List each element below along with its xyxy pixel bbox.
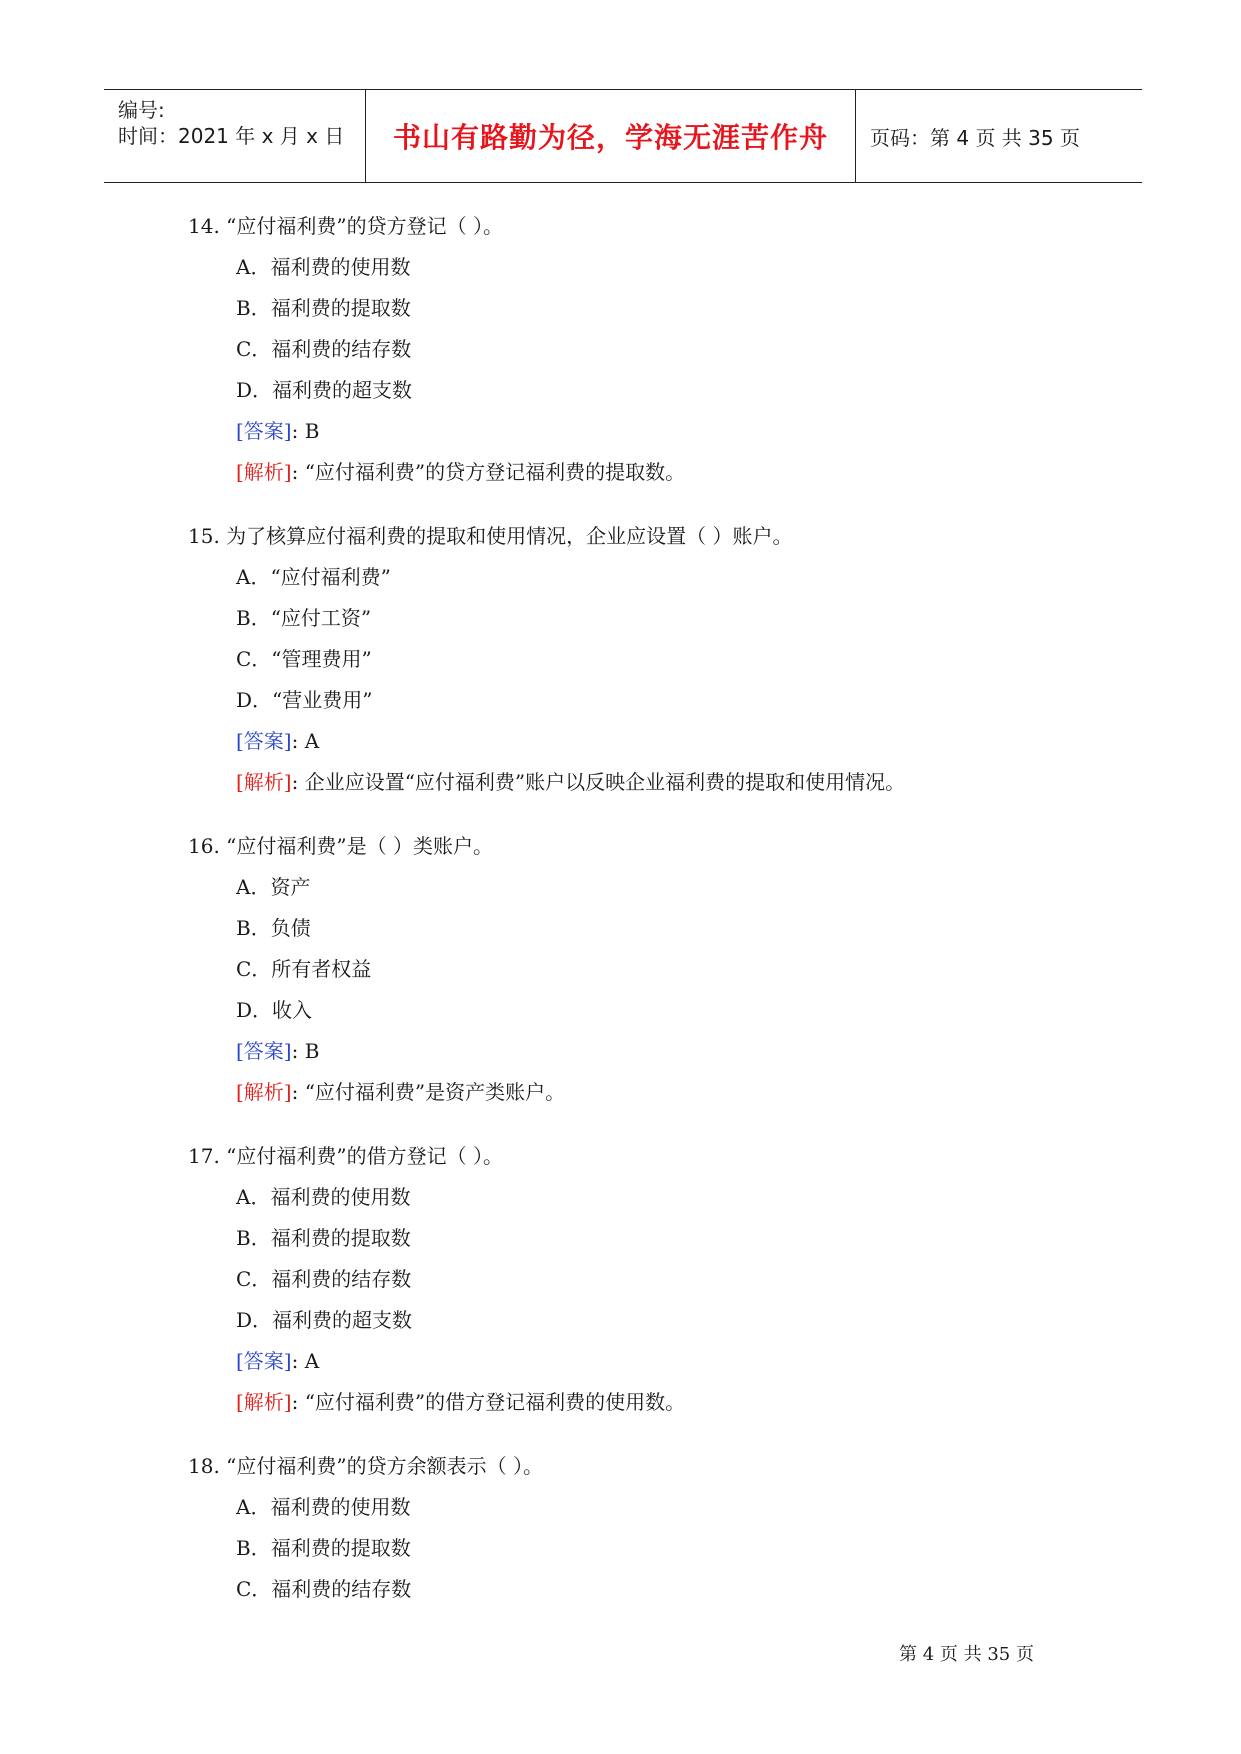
- option-d: D．福利费的超支数: [236, 1308, 413, 1332]
- option-a: A．福利费的使用数: [236, 1495, 411, 1519]
- answer-value: : A: [291, 1349, 320, 1373]
- document-time-label: 时间：2021 年 x 月 x 日: [118, 124, 345, 148]
- analysis-tag: [解析]: [236, 1390, 292, 1414]
- option-b: B．福利费的提取数: [236, 1226, 411, 1250]
- option-a: A．资产: [236, 875, 311, 899]
- option-c: C．“管理费用”: [236, 647, 372, 671]
- header-meta-cell: [104, 90, 366, 182]
- answer-tag: [答案]: [236, 729, 292, 753]
- analysis-line: [236, 769, 905, 795]
- answer-value: : B: [291, 419, 320, 443]
- analysis-text: : 企业应设置“应付福利费”账户以反映企业福利费的提取和使用情况。: [291, 770, 906, 794]
- page-header: [104, 89, 1142, 183]
- question-stem: 17. “应付福利费”的借方登记（ ）。: [188, 1144, 503, 1168]
- option-b: B．“应付工资”: [236, 606, 372, 630]
- option-b: B．福利费的提取数: [236, 296, 411, 320]
- header-motto: 书山有路勤为径，学海无涯苦作舟: [366, 90, 856, 182]
- question-stem: 18. “应付福利费”的贷方余额表示（ ）。: [188, 1454, 543, 1478]
- document-code-label: 编号:: [118, 98, 165, 122]
- option-a: A．福利费的使用数: [236, 1185, 411, 1209]
- option-c: C．福利费的结存数: [236, 1577, 412, 1601]
- option-d: D．收入: [236, 998, 313, 1022]
- option-c: C．所有者权益: [236, 957, 372, 981]
- option-a: A．福利费的使用数: [236, 255, 411, 279]
- option-d: D．福利费的超支数: [236, 378, 413, 402]
- analysis-tag: [解析]: [236, 770, 292, 794]
- analysis-text: : “应付福利费”的借方登记福利费的使用数。: [291, 1390, 686, 1414]
- analysis-tag: [解析]: [236, 460, 292, 484]
- answer-value: : B: [291, 1039, 320, 1063]
- option-b: B．负债: [236, 916, 311, 940]
- option-c: C．福利费的结存数: [236, 1267, 412, 1291]
- answer-tag: [答案]: [236, 419, 292, 443]
- analysis-line: [236, 1389, 685, 1415]
- page-footer-number: 第 4 页 共 35 页: [899, 1644, 1034, 1665]
- question-stem: 15. 为了核算应付福利费的提取和使用情况，企业应设置（ ）账户。: [188, 524, 793, 548]
- option-d: D．“营业费用”: [236, 688, 373, 712]
- option-b: B．福利费的提取数: [236, 1536, 411, 1560]
- header-page-info: 页码：第 4 页 共 35 页: [870, 125, 1080, 150]
- analysis-text: : “应付福利费”的贷方登记福利费的提取数。: [291, 460, 686, 484]
- option-c: C．福利费的结存数: [236, 337, 412, 361]
- answer-value: : A: [291, 729, 320, 753]
- answer-line: [236, 1038, 319, 1064]
- analysis-line: [236, 1079, 565, 1105]
- question-stem: 14. “应付福利费”的贷方登记（ ）。: [188, 214, 503, 238]
- analysis-text: : “应付福利费”是资产类账户。: [291, 1080, 566, 1104]
- option-a: A．“应付福利费”: [236, 565, 391, 589]
- answer-tag: [答案]: [236, 1039, 292, 1063]
- answer-line: [236, 728, 319, 754]
- answer-tag: [答案]: [236, 1349, 292, 1373]
- answer-line: [236, 1348, 319, 1374]
- analysis-tag: [解析]: [236, 1080, 292, 1104]
- answer-line: [236, 418, 319, 444]
- analysis-line: [236, 459, 685, 485]
- question-stem: 16. “应付福利费”是（ ）类账户。: [188, 834, 493, 858]
